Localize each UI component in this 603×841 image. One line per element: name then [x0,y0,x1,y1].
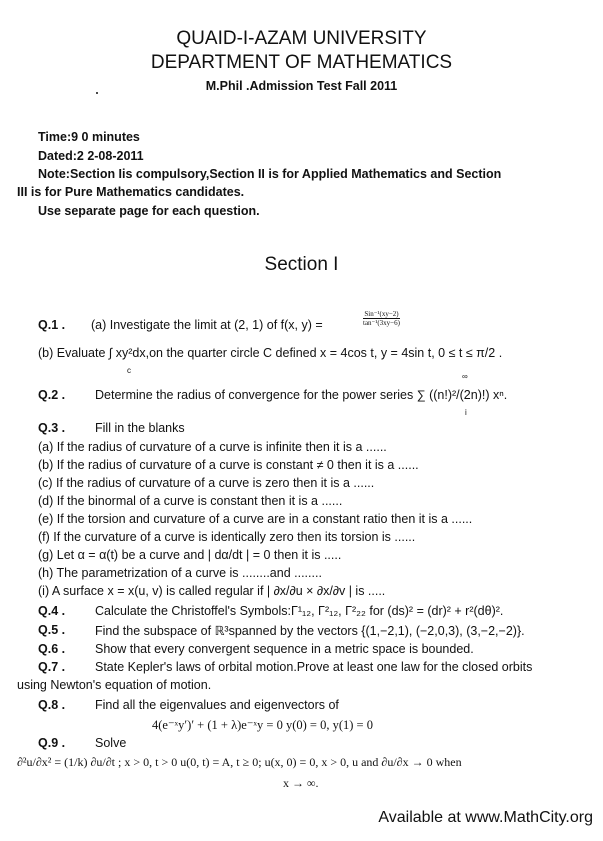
q3-item-e: (e) If the torsion and curvature of a curve are in a constant ratio then it is a ...... [38,512,473,526]
q6-text: Show that every convergent sequence in a metric space is bounded. [95,642,474,656]
q8-equation: 4(e⁻ˣy′)′ + (1 + λ)e⁻ˣy = 0 y(0) = 0, y(1) = 0 [152,718,373,732]
q2-label: Q.2 . [38,388,66,402]
q8-label: Q.8 . [38,698,66,712]
q3-item-g: (g) Let α = α(t) be a curve and | dα/dt | = 0 then it is ..... [38,548,342,562]
q1-label: Q.1 . [38,318,66,332]
university-title: QUAID-I-AZAM UNIVERSITY [176,28,427,49]
q3-item-i: (i) A surface x = x(u, v) is called regular if | ∂x/∂u × ∂x/∂v | is ..... [38,584,386,598]
q1b-text: (b) Evaluate ∫ xy²dx,on the quarter circle C defined x = 4cos t, y = 4sin t, 0 ≤ t ≤ π/2 . [38,346,503,360]
q1b-integral-subscript: c [127,366,131,375]
q4-text: Calculate the Christoffel's Symbols:Γ¹₁₂, Γ²₁₂, Γ²₂₂ for (ds)² = (dr)² + r²(dθ)². [95,604,504,618]
note-line-1: Note:Section Iis compulsory,Section II is for Applied Mathematics and Section [38,167,502,181]
q5-text: Find the subspace of ℝ³spanned by the vectors {(1,−2,1), (−2,0,3), (3,−2,−2)}. [95,624,525,638]
q8-text: Find all the eigenvalues and eigenvectors of [95,698,339,712]
q7-line-1: State Kepler's laws of orbital motion.Prove at least one law for the closed orbits [95,660,533,674]
q9-text: Solve [95,736,127,750]
q9-label: Q.9 . [38,736,66,750]
q3-item-h: (h) The parametrization of a curve is ........and ........ [38,566,322,580]
note-line-2: III is for Pure Mathematics candidates. [17,185,245,199]
q1a-denominator: tan⁻¹(3xy−6) [363,319,400,327]
q1a-text: (a) Investigate the limit at (2, 1) of f(x, y) = [91,318,323,332]
q7-label: Q.7 . [38,660,66,674]
department-title: DEPARTMENT OF MATHEMATICS [150,52,453,73]
q3-item-a: (a) If the radius of curvature of a curve is infinite then it is a ...... [38,440,387,454]
q9-equation: ∂²u/∂x² = (1/k) ∂u/∂t ; x > 0, t > 0 u(0, t) = A, t ≥ 0; u(x, 0) = 0, x > 0, u and ∂u/∂x → 0 when [17,755,462,769]
q5-label: Q.5 . [38,623,66,637]
q1a-numerator: Sin⁻¹(xy−2) [364,310,399,318]
q7-line-2: using Newton's equation of motion. [17,678,212,692]
q2-sum-bottom: i [465,408,467,417]
section-title: Section I [264,254,339,275]
q9-equation-line-2: x → ∞. [283,776,319,790]
date-line: Dated:2 2-08-2011 [38,149,144,163]
time-line: Time:9 0 minutes [38,130,140,144]
stray-dot [96,92,98,94]
footer-source: Available at www.MathCity.org [378,809,593,826]
q6-label: Q.6 . [38,642,66,656]
q3-item-b: (b) If the radius of curvature of a curve is constant ≠ 0 then it is a ...... [38,458,419,472]
q3-item-c: (c) If the radius of curvature of a curve is zero then it is a ...... [38,476,375,490]
q4-label: Q.4 . [38,604,66,618]
q3-label: Q.3 . [38,421,66,435]
instruction-line: Use separate page for each question. [38,204,260,218]
q2-text: Determine the radius of convergence for the power series ∑ ((n!)²/(2n)!) xⁿ. [95,388,508,402]
exam-title: M.Phil .Admission Test Fall 2011 [205,79,398,93]
q1a-fraction [363,310,400,327]
q3-item-d: (d) If the binormal of a curve is constant then it is a ...... [38,494,343,508]
q3-item-f: (f) If the curvature of a curve is identically zero then its torsion is ...... [38,530,416,544]
q3-title: Fill in the blanks [95,421,185,435]
q2-sum-top: ∞ [462,372,468,381]
